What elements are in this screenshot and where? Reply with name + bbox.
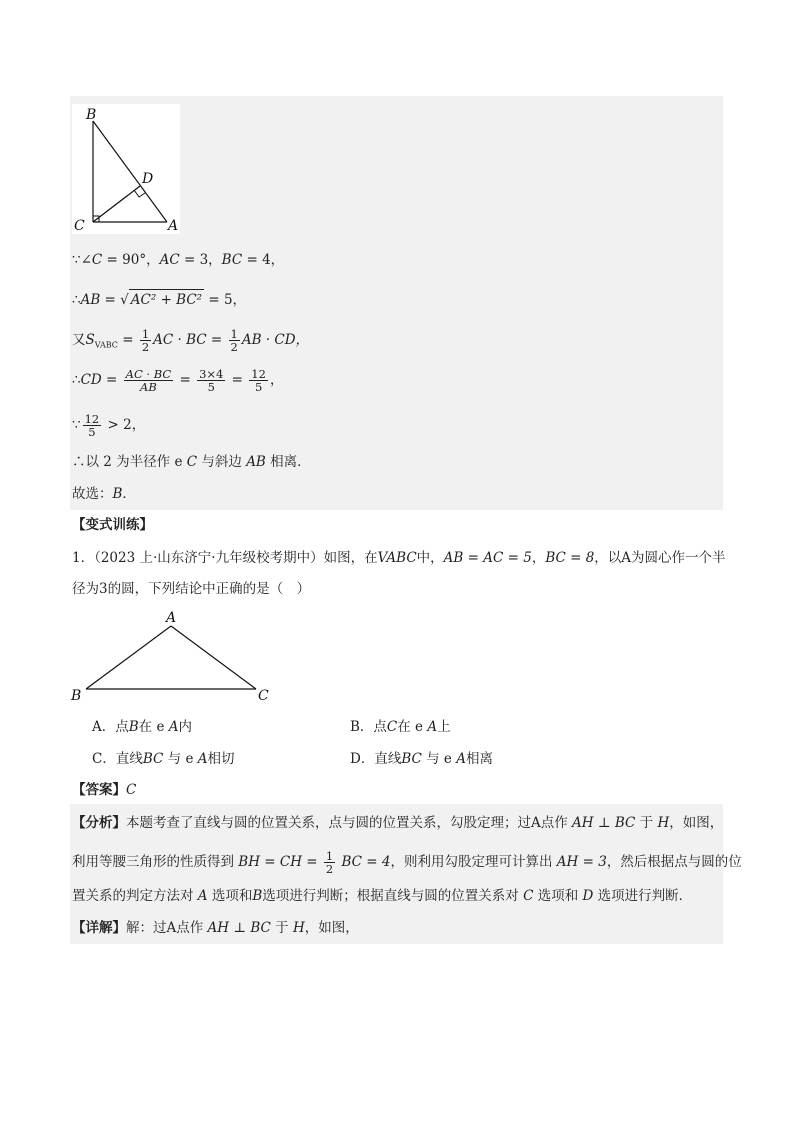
text: 选项和 xyxy=(533,888,583,904)
text: ， xyxy=(531,550,546,566)
text: D xyxy=(582,888,594,904)
text: 置关系的判定方法对 xyxy=(72,888,198,904)
isosceles-triangle-figure xyxy=(68,606,278,706)
given-line xyxy=(72,250,284,270)
text: 选项进行判断；根据直线与圆的位置关系对 xyxy=(262,888,524,904)
right-triangle-figure xyxy=(72,104,180,234)
option-b[interactable] xyxy=(350,717,451,737)
text: BH = CH = xyxy=(238,854,322,870)
text: AC · BC = xyxy=(153,332,227,348)
text: 与 e xyxy=(421,751,457,767)
cd-line xyxy=(72,368,283,393)
text: A．点 xyxy=(92,719,129,735)
text: BC = 8 xyxy=(545,550,595,566)
text: ∴ xyxy=(72,292,81,308)
text: ，如图， xyxy=(669,815,724,831)
label-B: B xyxy=(86,107,97,123)
text: S xyxy=(85,332,95,348)
text: 于 xyxy=(635,815,658,831)
text: = xyxy=(227,372,248,388)
ab-line: ∴AB = √ AC² + BC² = 5， xyxy=(72,289,246,310)
text: 相切 xyxy=(207,751,235,767)
text: B xyxy=(128,719,139,735)
text: > 2， xyxy=(103,417,146,433)
text: AC xyxy=(159,252,180,268)
text: 相离 xyxy=(465,751,493,767)
answer-line xyxy=(72,780,136,800)
label-A: A xyxy=(168,218,179,234)
text: H xyxy=(292,920,305,936)
fraction: $\frac{AC \cdot BC}{AB}$ xyxy=(125,367,172,394)
text: B xyxy=(252,888,263,904)
text: AH = 3 xyxy=(556,854,607,870)
analysis-line-1 xyxy=(72,813,723,833)
text: B xyxy=(112,486,123,502)
option-d[interactable] xyxy=(350,749,493,769)
analysis-line-3 xyxy=(72,886,692,906)
text: 本题考查了直线与圆的位置关系，点与圆的位置关系，勾股定理；过A点作 xyxy=(126,815,573,831)
label-B: B xyxy=(71,688,82,704)
option-a[interactable] xyxy=(92,717,192,737)
text: = xyxy=(101,372,122,388)
answer-value: C xyxy=(126,782,137,798)
text: AH ⊥ BC xyxy=(207,920,271,936)
text: ，则利用勾股定理可计算出 xyxy=(390,854,557,870)
text: = 90°， xyxy=(102,252,160,268)
text: 选项进行判断． xyxy=(593,888,693,904)
radicand: AC² + BC² xyxy=(129,289,204,310)
text: A xyxy=(456,751,466,767)
text: H xyxy=(657,815,670,831)
text: C xyxy=(523,888,534,904)
text: 在 e xyxy=(397,719,428,735)
fraction: $\frac{1}{2}$ xyxy=(230,327,238,354)
text: = 4， xyxy=(242,252,285,268)
text: 利用等腰三角形的性质得到 xyxy=(72,854,239,870)
text: 1．（2023 上·山东济宁·九年级校考期中）如图，在 xyxy=(72,550,378,566)
choice-line xyxy=(72,484,136,504)
fraction: $\frac{12}{5}$ xyxy=(251,367,266,394)
text: BC xyxy=(401,751,422,767)
text: AB · CD， xyxy=(241,332,310,348)
text: ， xyxy=(269,372,284,388)
text: 在 e xyxy=(138,719,169,735)
text: C．直线 xyxy=(92,751,143,767)
text: 中， xyxy=(416,550,444,566)
text: AH ⊥ BC xyxy=(572,815,636,831)
text: 与 e xyxy=(163,751,198,767)
option-c[interactable] xyxy=(92,749,234,769)
text: A xyxy=(168,719,179,735)
text: 上 xyxy=(437,719,451,735)
text: 于 xyxy=(270,920,293,936)
subscript: VABC xyxy=(94,340,118,350)
area-line xyxy=(72,328,309,356)
text: VABC xyxy=(377,550,417,566)
detail-label: 【详解】 xyxy=(72,920,126,936)
text: A xyxy=(427,719,438,735)
detail-line xyxy=(72,918,359,938)
text: 选项和 xyxy=(207,888,253,904)
text: = xyxy=(175,372,196,388)
label-A: A xyxy=(166,610,177,626)
fraction: $\frac{3\times 4}{5}$ xyxy=(199,367,224,394)
text: CD xyxy=(80,372,102,388)
fraction: $\frac{12}{5}$ xyxy=(84,412,100,439)
label-D: D xyxy=(142,171,154,187)
text: ，然后根据点与圆的位 xyxy=(606,854,742,870)
text: C xyxy=(91,252,103,268)
text: B．点 xyxy=(350,719,387,735)
text: ∵ xyxy=(72,417,81,433)
text: ∵∠ xyxy=(72,252,92,268)
text: BC xyxy=(221,252,243,268)
text: = 5， xyxy=(204,292,247,308)
analysis-label: 【分析】 xyxy=(72,815,126,831)
text: ∴ xyxy=(72,372,81,388)
text: C xyxy=(386,719,398,735)
answer-label: 【答案】 xyxy=(72,782,126,798)
text: = 3， xyxy=(179,252,222,268)
question-line-1 xyxy=(72,548,726,568)
conclusion-line xyxy=(72,452,311,472)
text: A xyxy=(197,888,208,904)
text: A xyxy=(197,751,208,767)
text: ，以A为圆心作一个半 xyxy=(594,550,726,566)
label-C: C xyxy=(74,218,85,234)
text: AB xyxy=(246,454,266,470)
text: 内 xyxy=(178,719,192,735)
text: = xyxy=(100,292,121,308)
text: 又 xyxy=(72,332,86,348)
fraction: $\frac{1}{2}$ xyxy=(325,849,334,876)
text: ∴以 2 为半径作 e xyxy=(72,454,187,470)
text: ． xyxy=(122,486,136,502)
text: 解：过A点作 xyxy=(126,920,208,936)
question-line-2: 径为3的圆，下列结论中正确的是（ ） xyxy=(72,581,311,597)
text: ，如图， xyxy=(304,920,359,936)
text: BC xyxy=(142,751,164,767)
text: 与斜边 xyxy=(197,454,247,470)
text: D．直线 xyxy=(350,751,402,767)
text: 相离． xyxy=(265,454,311,470)
text: AB = AC = 5 xyxy=(443,550,532,566)
text: AB xyxy=(80,292,101,308)
compare-line xyxy=(72,413,145,438)
fraction: $\frac{1}{2}$ xyxy=(141,327,150,354)
label-C: C xyxy=(258,688,269,704)
text: C xyxy=(186,454,198,470)
text: 故选： xyxy=(72,486,113,502)
text: BC = 4 xyxy=(337,854,391,870)
variant-heading: 【变式训练】 xyxy=(72,517,153,533)
text: = xyxy=(117,332,138,348)
analysis-line-2 xyxy=(72,850,742,875)
